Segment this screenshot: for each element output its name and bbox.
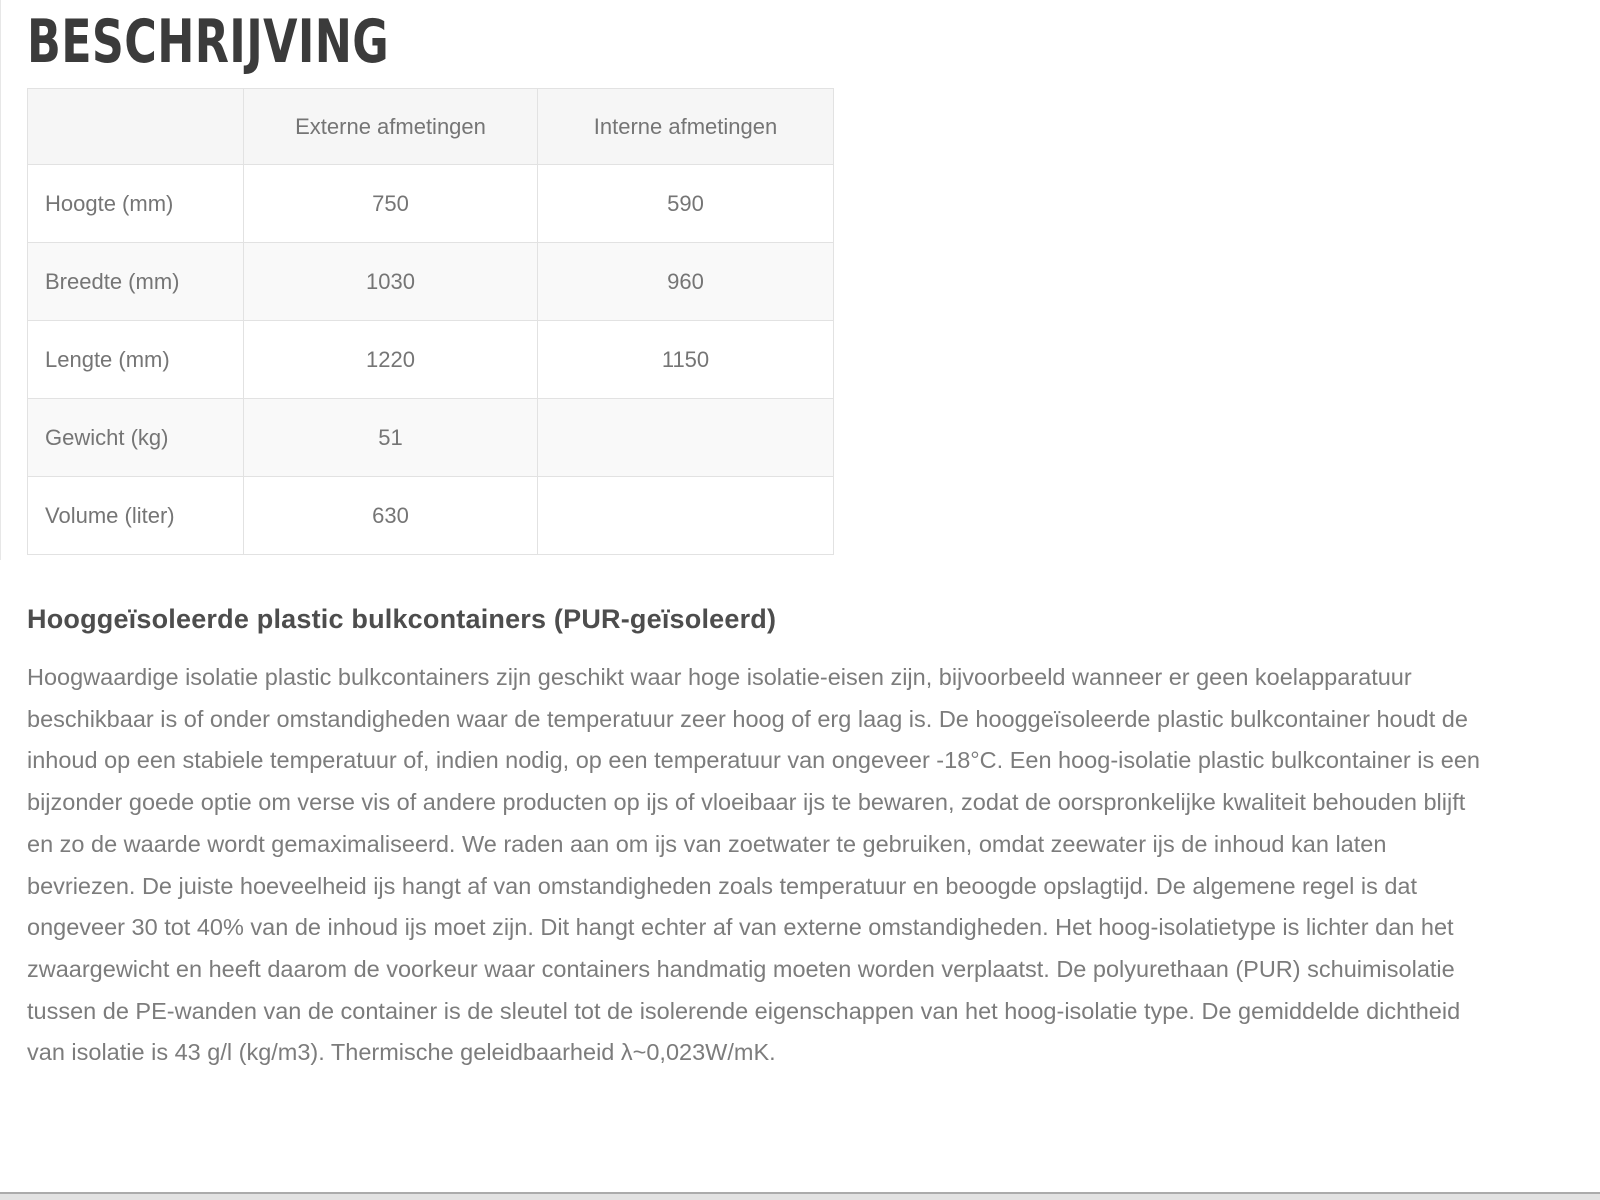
internal-value: 590 [538, 165, 834, 243]
page-title-text: BESCHRIJVING [27, 7, 390, 77]
table-row [28, 165, 834, 243]
bottom-divider [0, 1192, 1600, 1200]
table-row [28, 399, 834, 477]
internal-value [538, 399, 834, 477]
table-header-row [28, 89, 834, 165]
table-row [28, 321, 834, 399]
section-subtitle: Hooggeïsoleerde plastic bulkcontainers (PUR-geïsoleerd) [27, 604, 777, 634]
table-row [28, 243, 834, 321]
column-header-external-dimensions: Externe afmetingen [244, 89, 538, 165]
external-value: 750 [244, 165, 538, 243]
external-value: 1220 [244, 321, 538, 399]
row-label: Gewicht (kg) [28, 399, 244, 477]
row-label: Breedte (mm) [28, 243, 244, 321]
row-label: Hoogte (mm) [28, 165, 244, 243]
table-row [28, 477, 834, 555]
page-title [27, 0, 1573, 78]
left-edge-line [0, 0, 1, 560]
description-paragraph: Hoogwaardige isolatie plastic bulkcontainers zijn geschikt waar hoge isolatie-eisen zijn, bijvoorbeeld wanneer er geen koelapparatuur beschikbaar is of onder omstandigheden waar de temperatuur zeer hoog of erg laag is. De hooggeïsoleerde plastic bulkcontainer houdt de inhoud op een stabiele temperatuur of, indien nodig, op een temperatuur van ongeveer -18°C. Een hoog-isolatie plastic bulkcontainer is een bijzonder goede optie om verse vis of andere producten op ijs of vloeibaar ijs te bewaren, zodat de oorspronkelijke kwaliteit behouden blijft en zo de waarde wordt gemaximaliseerd. We raden aan om ijs van zoetwater te gebruiken, omdat zeewater ijs de inhoud kan laten bevriezen. De juiste hoeveelheid ijs hangt af van omstandigheden zoals temperatuur en beoogde opslagtijd. De algemene regel is dat ongeveer 30 tot 40% van de inhoud ijs moet zijn. Dit hangt echter af van externe omstandigheden. Het hoog-isolatietype is lichter dan het zwaargewicht en heeft daarom de voorkeur waar containers handmatig moeten worden verplaatst. De polyurethaan (PUR) schuimisolatie tussen de PE-wanden van de container is de sleutel tot de isolerende eigenschappen van het hoog-isolatie type. De gemiddelde dichtheid van isolatie is 43 g/l (kg/m3). Thermische geleidbaarheid λ~0,023W/mK. [27, 664, 1480, 1066]
row-label: Volume (liter) [28, 477, 244, 555]
row-label: Lengte (mm) [28, 321, 244, 399]
external-value: 51 [244, 399, 538, 477]
dimensions-table [27, 88, 834, 555]
external-value: 630 [244, 477, 538, 555]
column-header-internal-dimensions: Interne afmetingen [538, 89, 834, 165]
internal-value: 960 [538, 243, 834, 321]
internal-value: 1150 [538, 321, 834, 399]
external-value: 1030 [244, 243, 538, 321]
column-header-empty [28, 89, 244, 165]
internal-value [538, 477, 834, 555]
